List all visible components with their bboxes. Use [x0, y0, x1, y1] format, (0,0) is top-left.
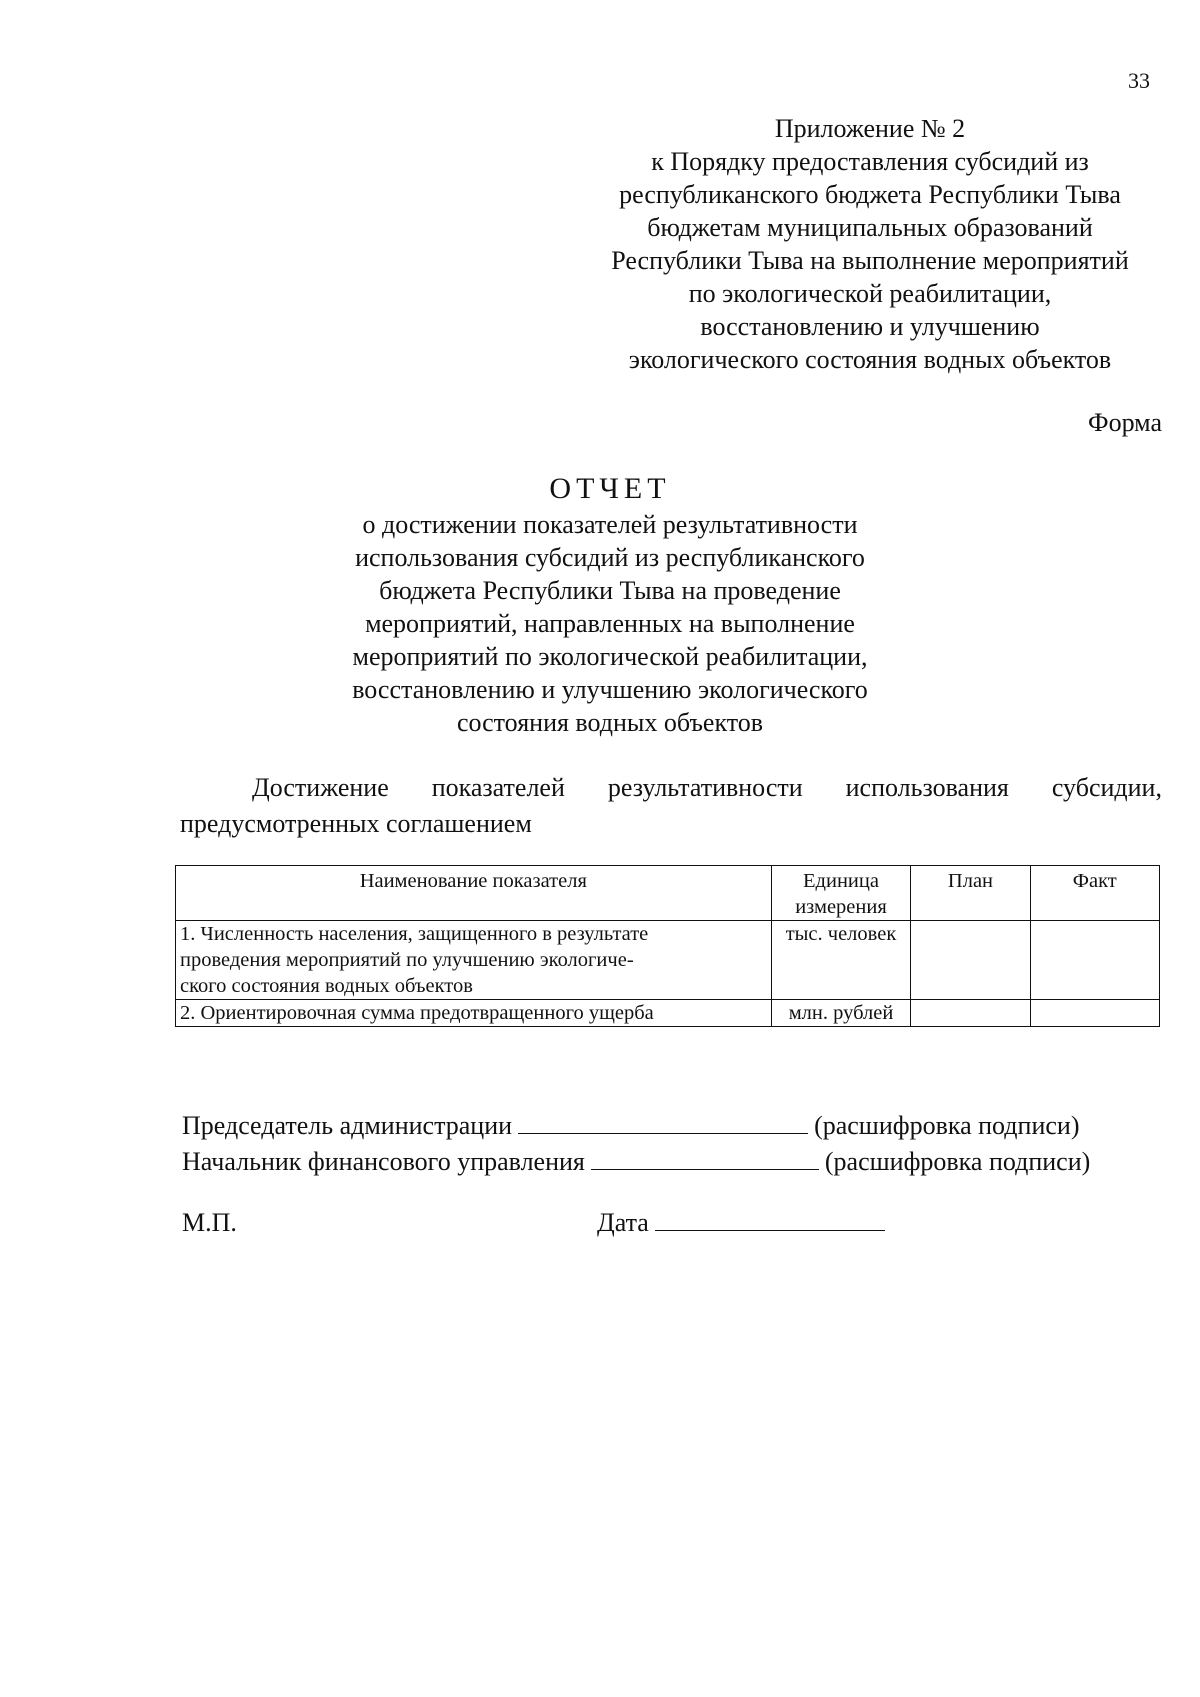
- date-label: Дата: [597, 1208, 649, 1237]
- subtitle-line: состояния водных объектов: [456, 708, 764, 737]
- signatures-block: [182, 1108, 1090, 1180]
- header-unit: [771, 866, 911, 921]
- appendix-line: бюджетам муниципальных образований: [647, 213, 1093, 242]
- date-line[interactable]: [655, 1208, 885, 1231]
- appendix-header: [560, 112, 1180, 376]
- indicator-name: [176, 1000, 772, 1027]
- form-label: Форма: [1088, 408, 1162, 437]
- chairman-note: (расшифровка подписи): [814, 1111, 1080, 1140]
- appendix-line: экологического состояния водных объектов: [628, 345, 1112, 374]
- indicator-name-line: проведения мероприятий по улучшению экологиче-: [180, 949, 634, 971]
- header-unit-line: измерения: [795, 896, 887, 918]
- finance-signature-row: [182, 1144, 1090, 1180]
- report-title: ОТЧЕТ: [549, 472, 671, 505]
- table-row: [176, 921, 1160, 1000]
- intro-paragraph: [180, 770, 1162, 842]
- intro-word: показателей: [431, 773, 565, 802]
- intro-line-2: предусмотренных соглашением: [180, 809, 532, 838]
- report-subtitle: [300, 508, 920, 739]
- appendix-line: Республики Тыва на выполнение мероприятий: [611, 246, 1129, 275]
- indicator-unit: млн. рублей: [771, 1000, 911, 1027]
- appendix-line: республиканского бюджета Республики Тыва: [619, 180, 1121, 209]
- table-row: [176, 1000, 1160, 1027]
- intro-word: результативности: [607, 773, 803, 802]
- indicator-name: [176, 921, 772, 1000]
- appendix-line: по экологической реабилитации,: [688, 279, 1052, 308]
- subtitle-line: бюджета Республики Тыва на проведение: [379, 576, 841, 605]
- indicator-name-line: ского состояния водных объектов: [180, 975, 473, 997]
- indicator-fact-cell[interactable]: [1030, 921, 1159, 1000]
- subtitle-line: мероприятий, направленных на выполнение: [365, 609, 855, 638]
- indicator-plan-cell[interactable]: [911, 921, 1030, 1000]
- chairman-label: Председатель администрации: [182, 1111, 513, 1140]
- subtitle-line: использования субсидий из республиканского: [355, 543, 865, 572]
- header-unit-line: Единица: [803, 870, 879, 892]
- date-field: [597, 1208, 891, 1238]
- indicator-name-line: 2. Ориентировочная сумма предотвращенного ущерба: [180, 1002, 654, 1024]
- header-name: Наименование показателя: [176, 866, 772, 921]
- page-number: 33: [1128, 68, 1150, 93]
- chairman-signature-line[interactable]: [518, 1111, 808, 1134]
- finance-note: (расшифровка подписи): [824, 1147, 1091, 1176]
- finance-signature-line[interactable]: [591, 1147, 819, 1170]
- indicator-unit: тыс. человек: [771, 921, 911, 1000]
- chairman-signature-row: [182, 1108, 1090, 1144]
- appendix-line: Приложение № 2: [774, 114, 966, 143]
- stamp-label: М.П.: [182, 1208, 237, 1237]
- indicator-plan-cell[interactable]: [911, 1000, 1030, 1027]
- indicator-fact-cell[interactable]: [1030, 1000, 1159, 1027]
- intro-line-1: [180, 770, 1162, 806]
- intro-word: использования: [845, 773, 1009, 802]
- intro-word: Достижение: [252, 773, 389, 802]
- stamp-date-row: [182, 1208, 902, 1238]
- header-plan: План: [911, 866, 1030, 921]
- appendix-line: восстановлению и улучшению: [700, 312, 1040, 341]
- appendix-line: к Порядку предоставления субсидий из: [651, 147, 1089, 176]
- table-header-row: [176, 866, 1160, 921]
- subtitle-line: мероприятий по экологической реабилитации,: [352, 642, 868, 671]
- indicator-name-line: 1. Численность населения, защищенного в результате: [180, 923, 649, 945]
- indicators-table: [175, 865, 1160, 1027]
- subtitle-line: о достижении показателей результативности: [362, 510, 858, 539]
- subtitle-line: восстановлению и улучшению экологического: [352, 675, 868, 704]
- header-fact: Факт: [1030, 866, 1159, 921]
- intro-word: субсидии,: [1051, 773, 1162, 802]
- finance-label: Начальник финансового управления: [182, 1147, 585, 1176]
